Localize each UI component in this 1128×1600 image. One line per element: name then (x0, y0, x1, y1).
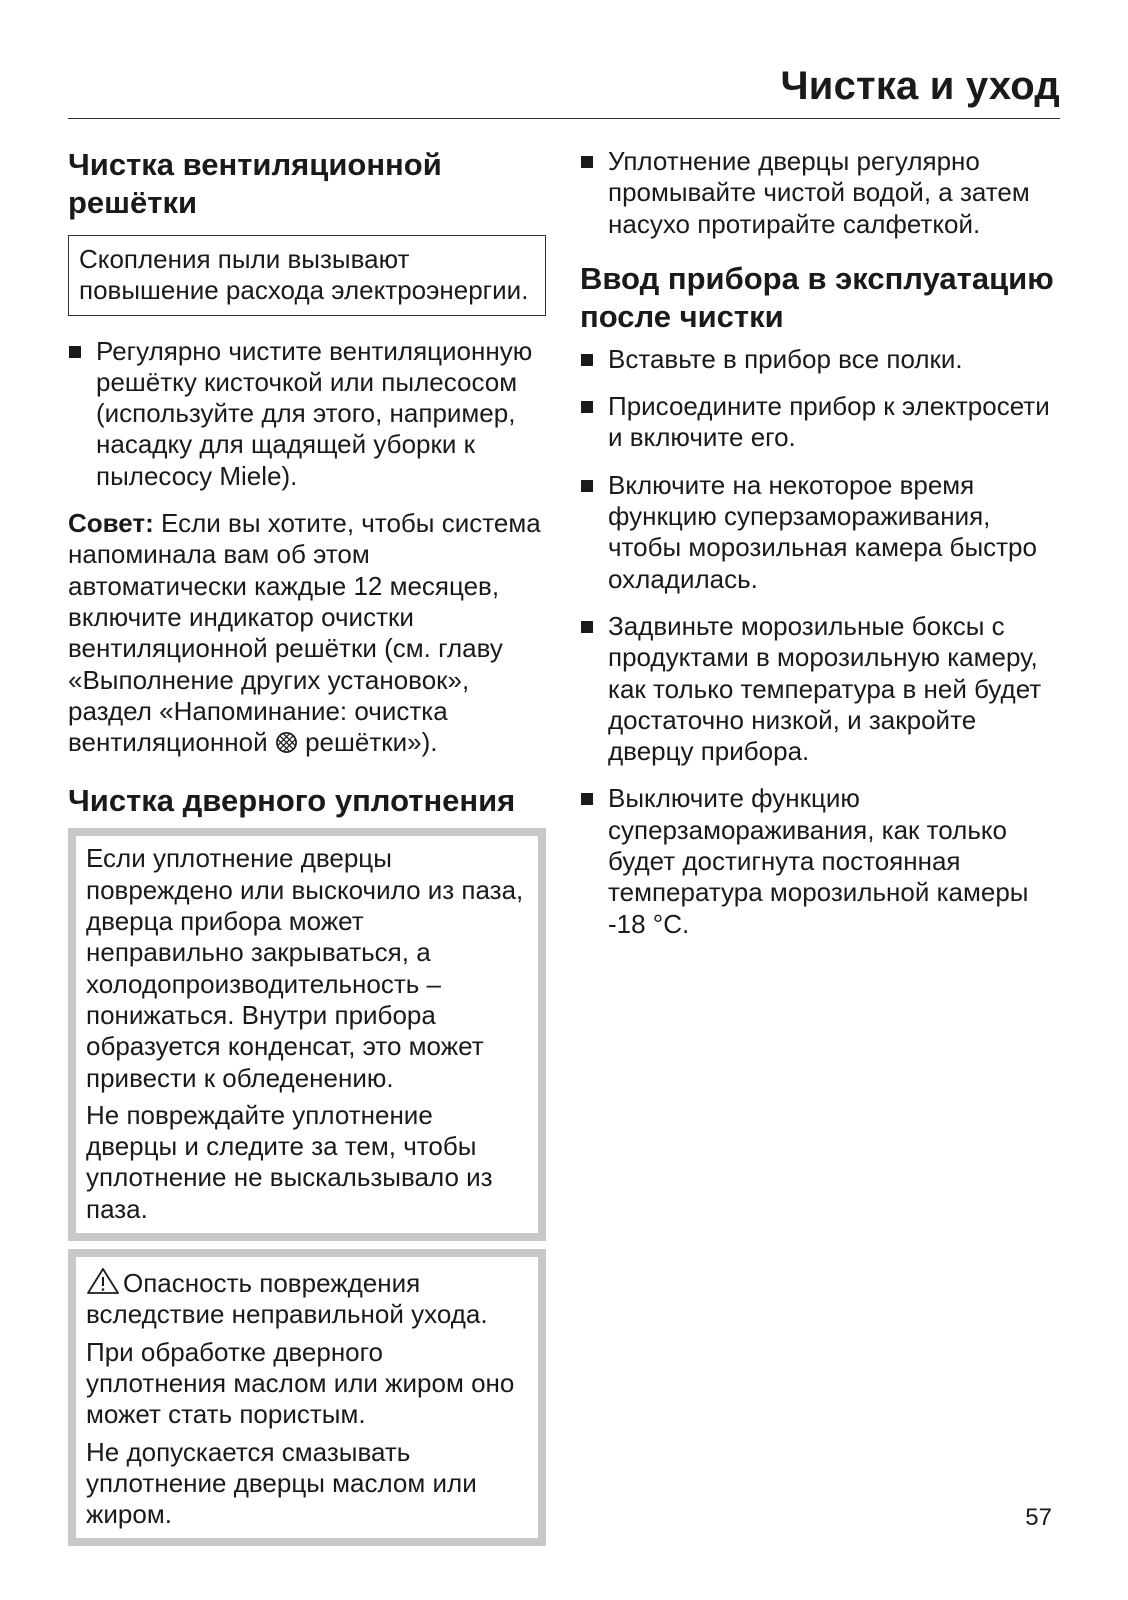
warning-heading-text: Опасность повреждения вследствие неправильной ухода. (86, 1268, 488, 1330)
warning-heading (86, 1267, 528, 1331)
list-item (580, 391, 1064, 454)
seal-bullet-list (580, 146, 1064, 240)
list-item (580, 344, 1064, 375)
square-bullet-icon (581, 156, 593, 168)
header-divider (68, 118, 1060, 119)
section-heading-startup: Ввод прибора в эксплуатацию после чистки (580, 260, 1054, 334)
square-bullet-icon (581, 401, 593, 413)
list-item (580, 611, 1064, 767)
square-bullet-icon (581, 793, 593, 805)
warning-paragraph: Не допускается смазывать уплотнение дверцы маслом или жиром. (86, 1436, 477, 1530)
ventilation-grill-icon (275, 731, 298, 754)
section-heading-vent: Чистка вентиляционной решётки (68, 147, 442, 220)
list-item (580, 783, 1064, 939)
list-item-text: Выключите функцию суперзамораживания, как только будет достигнута постоянная температура морозильной камеры -18 °C. (608, 783, 1029, 939)
warning-paragraph: При обработке дверного уплотнения маслом или жиром оно может стать пористым. (86, 1336, 515, 1430)
left-column (68, 146, 546, 1546)
right-column (580, 146, 1064, 956)
list-item (580, 146, 1064, 240)
vent-bullet-list (68, 336, 546, 492)
warning-paragraph: Не повреждайте уплотнение дверцы и следите за тем, чтобы уплотнение не выскальзывало из паза. (86, 1099, 493, 1224)
list-item-text: Присоедините прибор к электросети и включите его. (608, 391, 1050, 453)
chapter-title: Чистка и уход (780, 64, 1060, 108)
warning-paragraph: Если уплотнение дверцы повреждено или выскочило из паза, дверца прибора может неправильно закрываться, а холодопроизводительность – понижаться. Внутри прибора образуется конденсат, это может привести к обледенению. (86, 843, 524, 1093)
list-item (68, 336, 546, 492)
list-item (580, 470, 1064, 595)
square-bullet-icon (581, 480, 593, 492)
list-item-text: Вставьте в прибор все полки. (608, 343, 963, 374)
list-item-text: Задвиньте морозильные боксы с продуктами в морозильную камеру, как только температура в ней будет достаточно низкой, и закройте дверцу прибора. (608, 610, 1042, 767)
info-note-text: Скопления пыли вызывают повышение расхода электроэнергии. (79, 244, 529, 306)
tip-text: Если вы хотите, чтобы система напоминала вам об этом автоматически каждые 12 месяцев, включите индикатор очистки вентиляционной решётки (см. главу «Выполнение других установок», раздел «Напоминание: очистка вентиляционной (68, 508, 541, 758)
info-note-box (68, 235, 546, 316)
warning-box-damage (68, 1249, 546, 1546)
tip-paragraph (68, 508, 546, 758)
list-item-text: Включите на некоторое время функцию суперзамораживания, чтобы морозильная камера быстро охладилась. (608, 469, 1037, 594)
tip-label: Совет: (68, 508, 154, 539)
page-number: 57 (1025, 1504, 1052, 1531)
warning-triangle-icon (86, 1267, 120, 1295)
tip-text-end: решётки»). (305, 727, 438, 758)
list-item-text: Уплотнение дверцы регулярно промывайте чистой водой, а затем насухо протирайте салфеткой. (608, 146, 1030, 239)
square-bullet-icon (69, 346, 81, 358)
startup-bullet-list (580, 344, 1064, 940)
square-bullet-icon (581, 621, 593, 633)
square-bullet-icon (581, 354, 593, 366)
section-heading-seal: Чистка дверного уплотнения (68, 783, 516, 819)
list-item-text: Регулярно чистите вентиляционную решётку кисточкой или пылесосом (используйте для этого, например, насадку для щадящей уборки к пылесосу Miele). (96, 335, 533, 491)
warning-box-seal (68, 828, 546, 1241)
